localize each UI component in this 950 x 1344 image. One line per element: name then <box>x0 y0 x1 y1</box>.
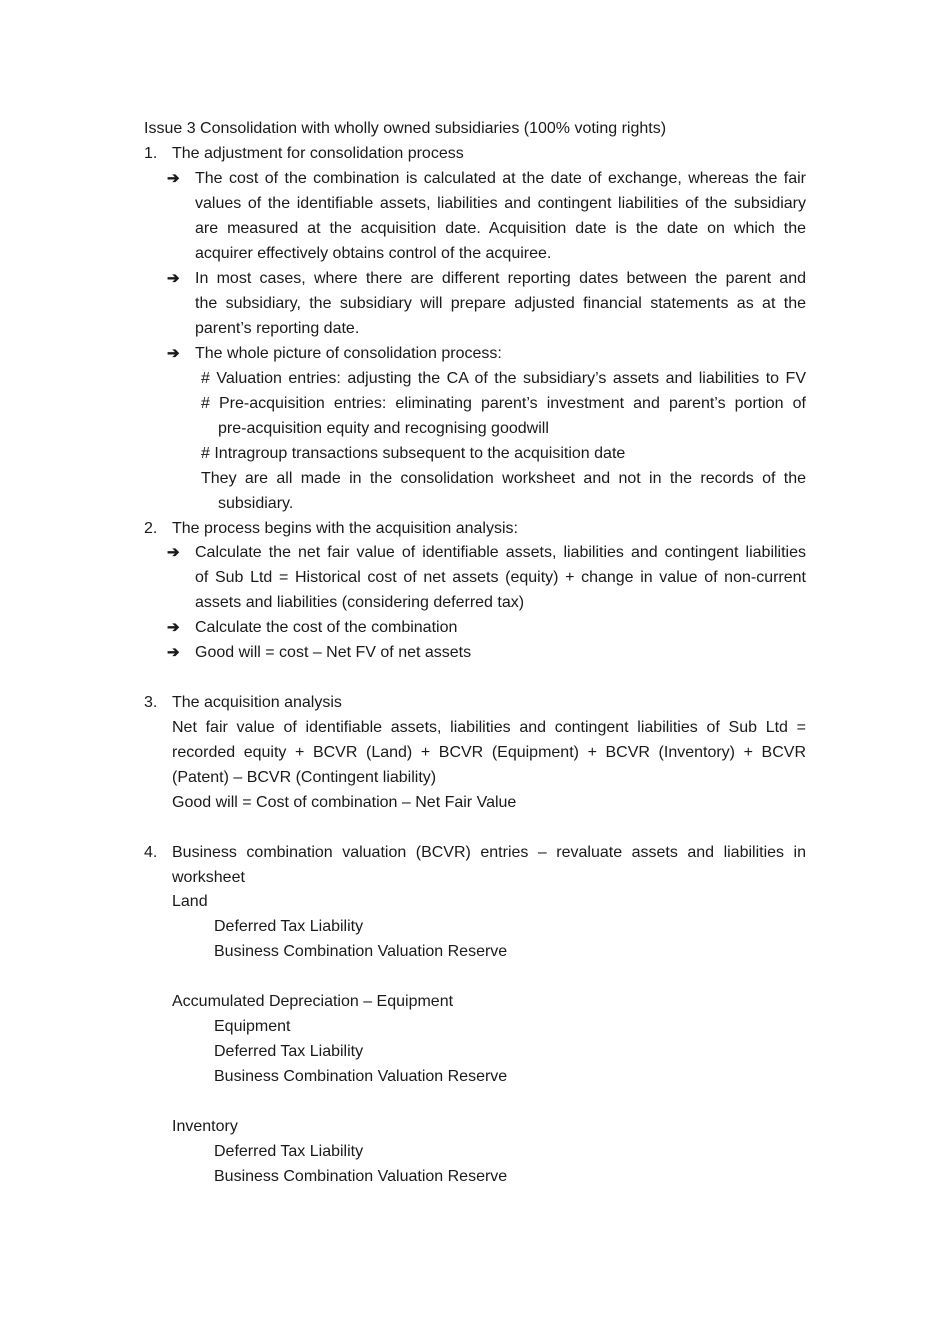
body-text: Good will = Cost of combination – Net Fair Value <box>172 794 517 811</box>
journal-credit: Business Combination Valuation Reserve <box>214 943 508 960</box>
sub-item: # Valuation entries: adjusting the CA of the subsidiary’s assets and liabilities to FV <box>201 370 806 387</box>
sub-item-continuation: pre-acquisition equity and recognising goodwill <box>218 420 549 437</box>
body-text: (Patent) – BCVR (Contingent liability) <box>172 769 437 786</box>
section-2-heading: The process begins with the acquisition analysis: <box>172 520 518 537</box>
body-text: recorded equity + BCVR (Land) + BCVR (Equipment) + BCVR (Inventory) + BCVR <box>172 744 806 761</box>
sub-item: # Intragroup transactions subsequent to the acquisition date <box>201 445 626 462</box>
journal-credit: Deferred Tax Liability <box>214 1143 364 1160</box>
arrow-bullet-icon: ➔ <box>167 345 180 362</box>
bullet-text: are measured at the acquisition date. Acquisition date is the date on which the <box>195 220 806 237</box>
document-title: Issue 3 Consolidation with wholly owned subsidiaries (100% voting rights) <box>144 120 667 137</box>
bullet-text: Calculate the net fair value of identifiable assets, liabilities and contingent liabilities <box>195 544 806 561</box>
sub-note-continuation: subsidiary. <box>218 495 294 512</box>
bullet-text: acquirer effectively obtains control of the acquiree. <box>195 245 552 262</box>
arrow-bullet-icon: ➔ <box>167 170 180 187</box>
bullet-text: In most cases, where there are different reporting dates between the parent and <box>195 270 806 287</box>
bullet-text: values of the identifiable assets, liabilities and contingent liabilities of the subsidiary <box>195 195 806 212</box>
journal-debit: Land <box>172 893 208 910</box>
journal-credit: Business Combination Valuation Reserve <box>214 1168 508 1185</box>
section-4-number: 4. <box>144 844 158 861</box>
journal-credit: Deferred Tax Liability <box>214 1043 364 1060</box>
section-3-heading: The acquisition analysis <box>172 694 342 711</box>
section-1-number: 1. <box>144 145 158 162</box>
bullet-text: assets and liabilities (considering deferred tax) <box>195 594 525 611</box>
body-text: Net fair value of identifiable assets, liabilities and contingent liabilities of Sub Ltd = <box>172 719 806 736</box>
arrow-bullet-icon: ➔ <box>167 619 180 636</box>
bullet-text: Calculate the cost of the combination <box>195 619 458 636</box>
journal-debit: Inventory <box>172 1118 238 1135</box>
journal-credit: Equipment <box>214 1018 291 1035</box>
journal-credit: Deferred Tax Liability <box>214 918 364 935</box>
journal-credit: Business Combination Valuation Reserve <box>214 1068 508 1085</box>
bullet-text: the subsidiary, the subsidiary will prepare adjusted financial statements as at the <box>195 295 806 312</box>
sub-item: # Pre-acquisition entries: eliminating parent’s investment and parent’s portion of <box>201 395 806 412</box>
section-1-heading: The adjustment for consolidation process <box>172 145 464 162</box>
sub-note: They are all made in the consolidation worksheet and not in the records of the <box>201 470 806 487</box>
arrow-bullet-icon: ➔ <box>167 544 180 561</box>
section-3-number: 3. <box>144 694 158 711</box>
bullet-text: The cost of the combination is calculated at the date of exchange, whereas the fair <box>195 170 806 187</box>
bullet-text: of Sub Ltd = Historical cost of net assets (equity) + change in value of non-current <box>195 569 806 586</box>
section-2-number: 2. <box>144 520 158 537</box>
arrow-bullet-icon: ➔ <box>167 270 180 287</box>
journal-debit: Accumulated Depreciation – Equipment <box>172 993 454 1010</box>
section-4-heading-continuation: worksheet <box>172 869 245 886</box>
bullet-text: Good will = cost – Net FV of net assets <box>195 644 472 661</box>
bullet-text: parent’s reporting date. <box>195 320 360 337</box>
bullet-text: The whole picture of consolidation process: <box>195 345 502 362</box>
arrow-bullet-icon: ➔ <box>167 644 180 661</box>
section-4-heading: Business combination valuation (BCVR) entries – revaluate assets and liabilities in <box>172 844 806 861</box>
